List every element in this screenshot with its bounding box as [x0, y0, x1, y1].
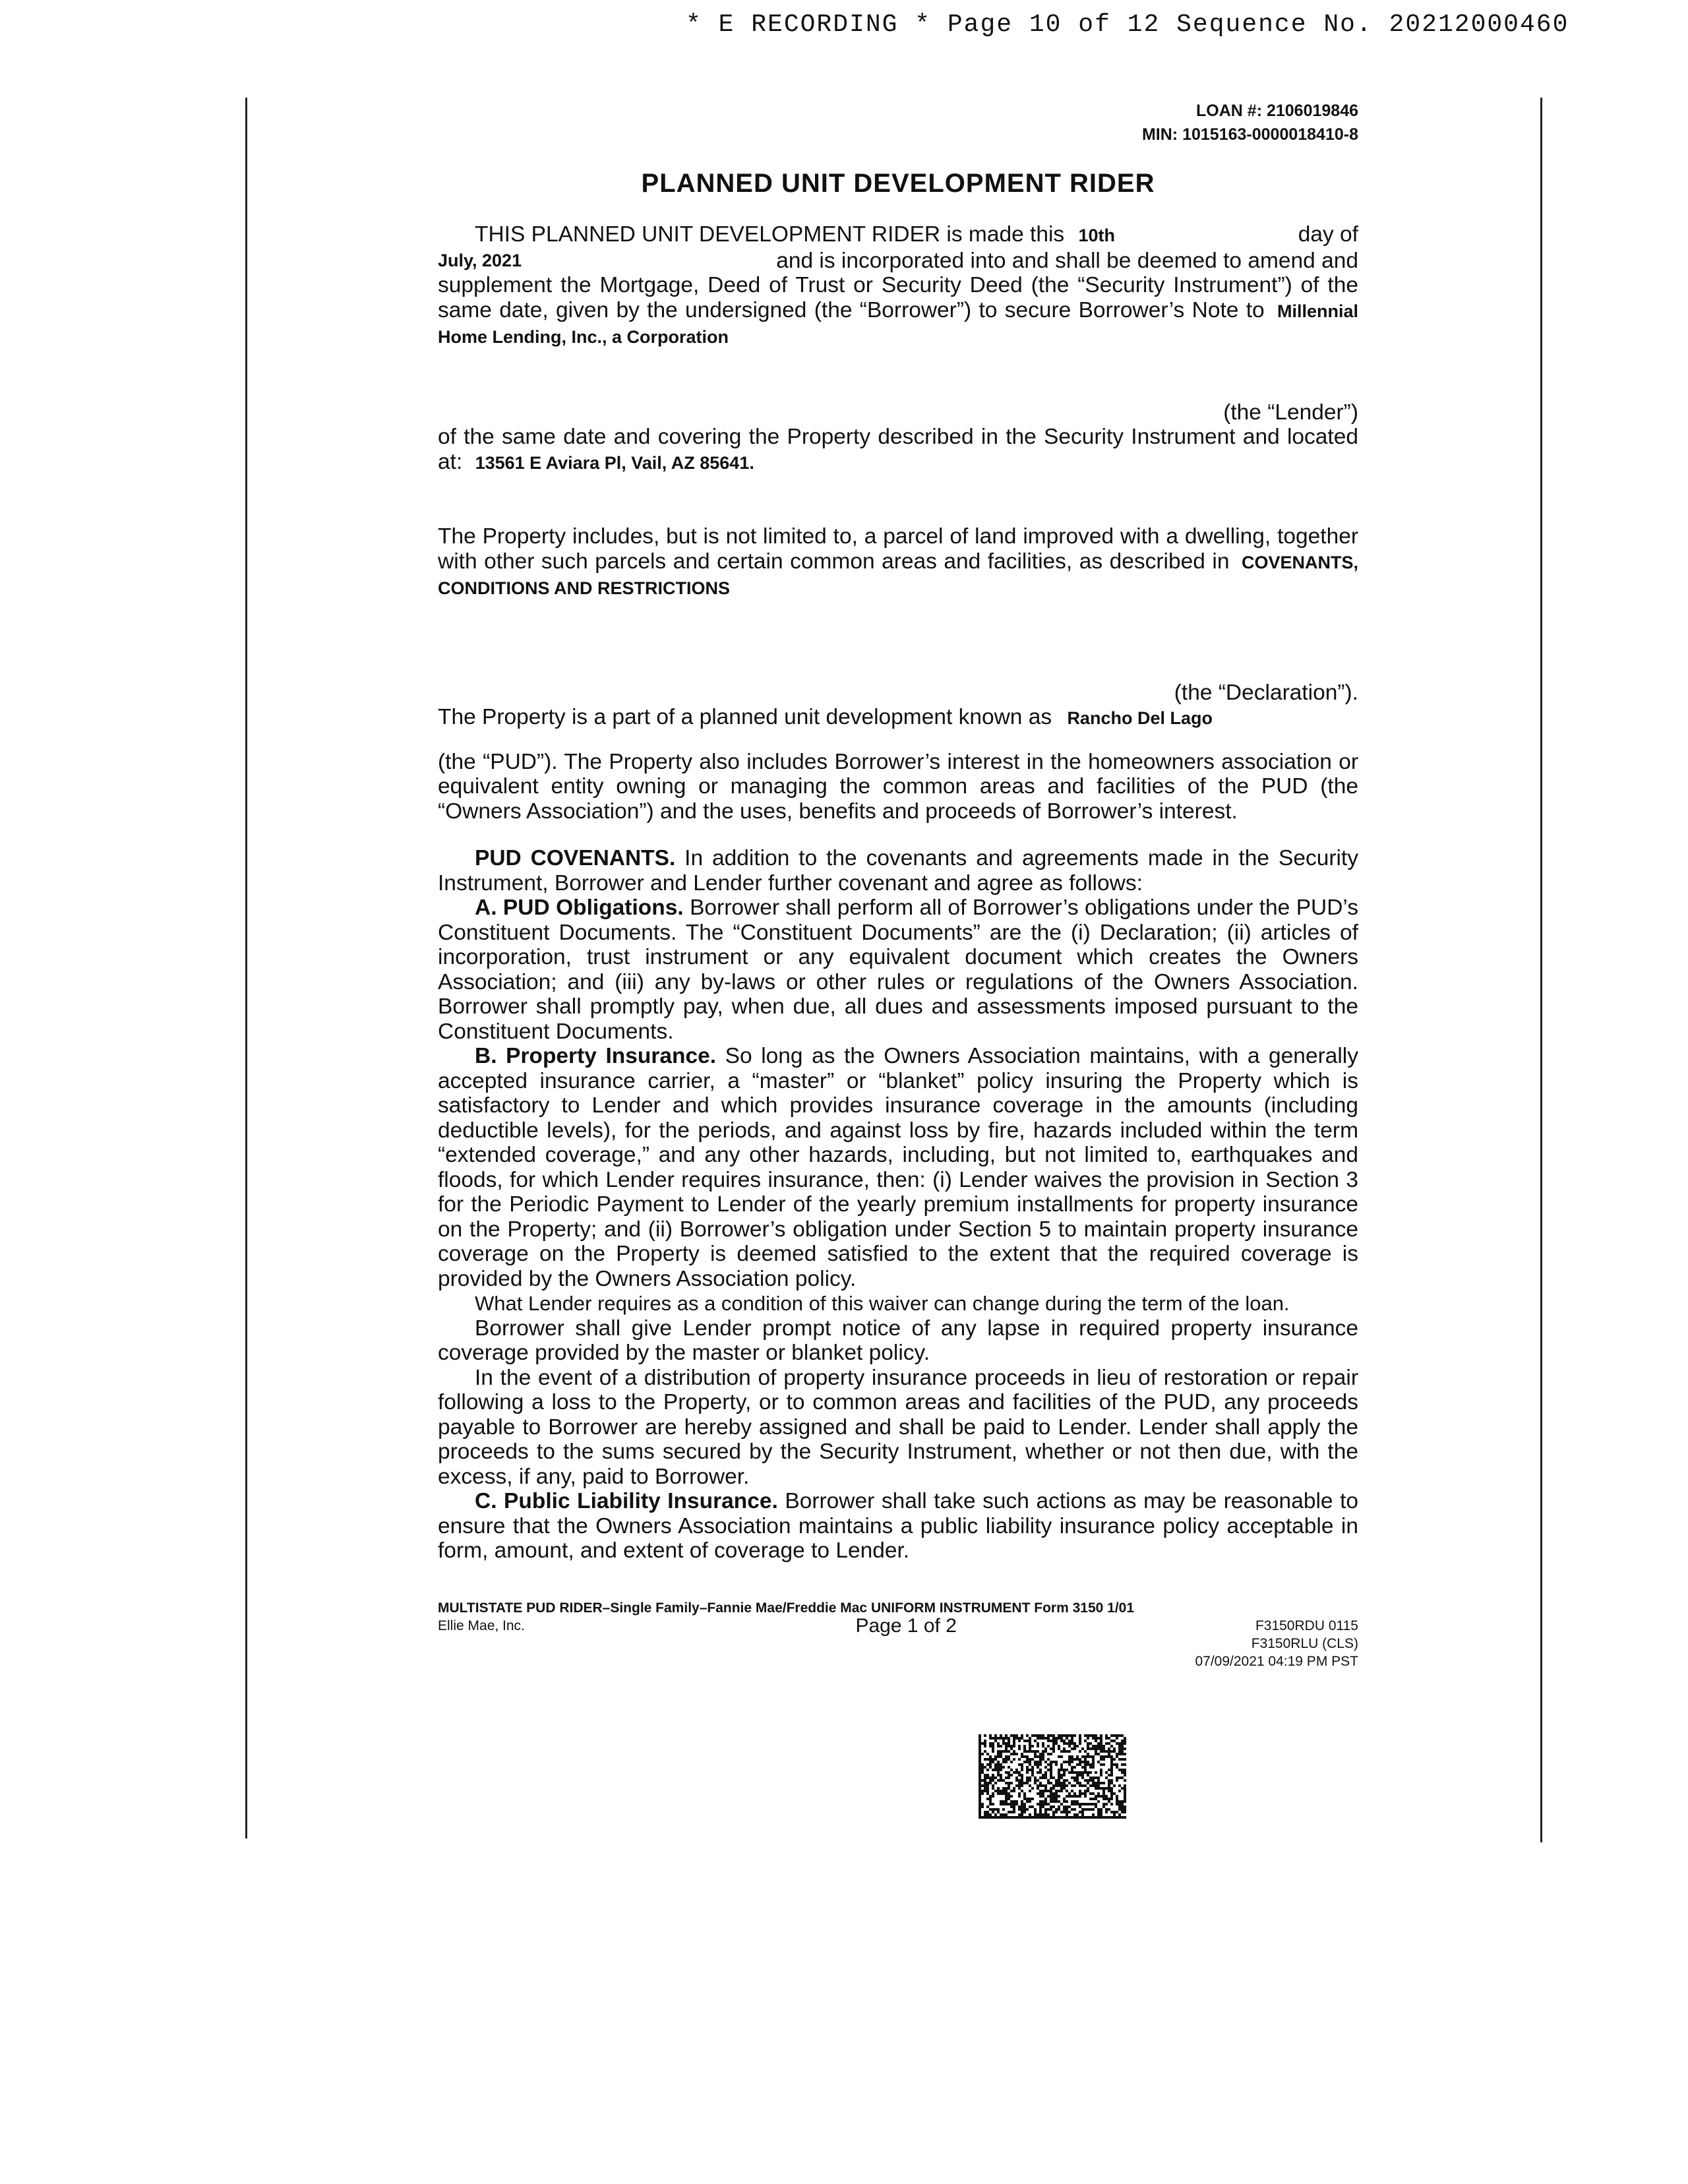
covenant-a-text: Borrower shall perform all of Borrower’s obligations under the PUD’s Constituent Documents. The “Constituent Documents” are the (i) Declaration; (ii) articles of incorporation, trust instrument or any equivalent document which creates the Owners Association; and (iii) any by-laws or other rules or regulations of the Owners Association. Borrower shall promptly pay, when due, all dues and assessments imposed pursuant to the Constituent Documents. — [438, 895, 1359, 1044]
property-location-text: of the same date and covering the Property described in the Security Instrument and located at: — [438, 425, 1358, 474]
loan-info — [438, 99, 1358, 146]
covenant-a-heading: A. PUD Obligations. — [475, 895, 684, 920]
form-line: MULTISTATE PUD RIDER–Single Family–Fannie Mae/Freddie Mac UNIFORM INSTRUMENT Form 3150 1/01 — [438, 1600, 1135, 1616]
covenant-b-proceeds: In the event of a distribution of property insurance proceeds in lieu of restoration or repair following a loss to the Property, or to common areas and facilities of the PUD, any proceeds payable to Borrower are hereby assigned and shall be paid to Lender. Lender shall apply the proceeds to the sums secured by the Security Instrument, whether or not then due, with the excess, if any, paid to Borrower. — [438, 1365, 1358, 1489]
form-code-1: F3150RDU 0115 — [1255, 1618, 1358, 1633]
recording-header: * E RECORDING * Page 10 of 12 Sequence No. 20212000460 — [686, 11, 1569, 39]
covenant-b-text: So long as the Owners Association maintains, with a generally accepted insurance carrier, a “master” or “blanket” policy insuring the Property which is satisfactory to Lender and which provides insurance coverage in the amounts (including deductible levels), for the periods, and against loss by fire, hazards included within the term “extended coverage,” and any other hazards, including, but not limited to, earthquakes and floods, for which Lender requires insurance, then: (i) Lender waives the provision in Section 3 for the Periodic Payment to Lender of the yearly premium installments for property insurance on the Property; and (ii) Borrower’s obligation under Section 5 to maintain property insurance coverage on the Property is deemed satisfied to the extent that the required coverage is provided by the Owners Association policy. — [438, 1044, 1358, 1291]
form-codes — [1195, 1617, 1358, 1670]
right-margin-line — [1540, 98, 1542, 1842]
covenants-intro: In addition to the covenants and agreements made in the Security Instrument, Borrower and Lender further covenant and agree as follows: — [438, 846, 1358, 895]
pud-name: Rancho Del Lago — [1067, 708, 1213, 728]
covenant-c-heading: C. Public Liability Insurance. — [475, 1489, 778, 1513]
property-description: The Property includes, but is not limited to, a parcel of land improved with a dwelling, together with other such parcels and certain common areas and facilities, as described in — [438, 524, 1358, 574]
left-margin-line — [245, 98, 247, 1838]
vendor: Ellie Mae, Inc. — [438, 1618, 525, 1633]
covenant-b-waiver: What Lender requires as a condition of this waiver can change during the term of the loan. — [475, 1292, 1290, 1315]
day-of: day of — [1298, 222, 1358, 247]
covenant-b-notice: Borrower shall give Lender prompt notice of any lapse in required property insurance coverage provided by the master or blanket policy. — [438, 1316, 1358, 1365]
document-page — [438, 99, 1358, 1670]
covenant-b-heading: B. Property Insurance. — [475, 1044, 717, 1068]
intro-text: THIS PLANNED UNIT DEVELOPMENT RIDER is made this — [475, 222, 1065, 247]
footer-row — [438, 1614, 1358, 1670]
page-number: Page 1 of 2 — [855, 1614, 957, 1637]
pud-description: (the “PUD”). The Property also includes Borrower’s interest in the homeowners association or equivalent entity owning or managing the common areas and facilities of the PUD (the “Owners Association”) and the uses, benefits and proceeds of Borrower’s interest. — [438, 749, 1358, 824]
intro-continuation: and is incorporated into and shall be deemed to amend and — [776, 248, 1358, 273]
date-value: July, 2021 — [438, 250, 522, 270]
intro-line-1 — [438, 222, 1358, 249]
property-section — [438, 524, 1358, 824]
lender-name: Millennial Home Lending, Inc., a Corporation — [438, 301, 1359, 347]
declaration-source: COVENANTS, CONDITIONS AND RESTRICTIONS — [438, 552, 1358, 598]
page-title: PLANNED UNIT DEVELOPMENT RIDER — [641, 169, 1155, 198]
loan-number: LOAN #: 2106019846 — [1196, 102, 1358, 120]
datamatrix-barcode-icon — [979, 1734, 1126, 1819]
pud-text: The Property is a part of a planned unit development known as — [438, 705, 1052, 729]
intro-line-2 — [438, 249, 1358, 274]
page-footer — [438, 1599, 1358, 1670]
intro-section — [438, 222, 1358, 475]
intro-rest: supplement the Mortgage, Deed of Trust or Security Deed (the “Security Instrument”) of the same date, given by the undersigned (the “Borrower”) to secure Borrower’s Note to — [438, 273, 1358, 322]
declaration-label: (the “Declaration”). — [1174, 680, 1358, 705]
day-value: 10th — [1078, 226, 1116, 245]
covenants-section — [438, 846, 1358, 1563]
property-address: 13561 E Aviara Pl, Vail, AZ 85641. — [475, 452, 754, 473]
form-code-2: F3150RLU (CLS) — [1251, 1635, 1358, 1651]
covenant-c-text: Borrower shall take such actions as may be reasonable to ensure that the Owners Association maintains a public liability insurance policy acceptable in form, amount, and extent of coverage to Lender. — [438, 1489, 1359, 1563]
covenants-heading: PUD COVENANTS. — [475, 846, 676, 870]
lender-label: (the “Lender”) — [1223, 400, 1358, 425]
print-timestamp: 07/09/2021 04:19 PM PST — [1195, 1653, 1358, 1669]
min-number: MIN: 1015163-0000018410-8 — [1141, 125, 1358, 144]
